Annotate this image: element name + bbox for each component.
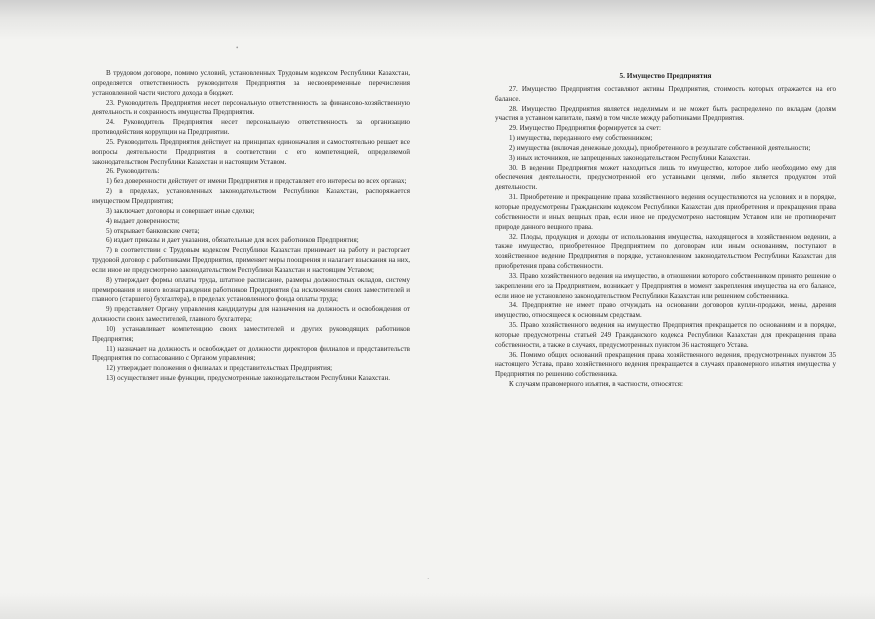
paragraph: 23. Руководитель Предприятия несет персональную ответственность за финансово-хозяйственную деятельность и сохранность имущества Предприятия. xyxy=(92,98,410,117)
list-item: 2) имущества (включая денежные доходы), приобретенного в результате собственной деятельности; xyxy=(509,143,811,152)
list-item: 4) выдает доверенности; xyxy=(106,216,180,225)
list-item: 1) имущества, переданного ему собственником; xyxy=(509,134,653,143)
list-item: 13) осуществляет иные функции, предусмотренные законодательством Республики Казахстан. xyxy=(106,374,391,383)
paragraph: 32. Плоды, продукция и доходы от использования имущества, находящегося в хозяйственном ведении, а также имущество, приобретенное Предприятием по договорам или иным основаниям, поступают в хозяйственное ведение Предприятия в порядке, установленном законодательством Республики Казахстан для приобретения права собственности. xyxy=(495,232,836,271)
list-item: 6) издает приказы и дает указания, обязательные для всех работников Предприятия; xyxy=(106,236,359,245)
list-item: 10) устанавливает компетенцию своих заместителей и других руководящих работников Предприятия; xyxy=(92,324,410,343)
paragraph: 34. Предприятие не имеет право отчуждать на основании договоров купли-продажи, мены, дарения имущество, относящееся к основным средствам. xyxy=(495,301,836,320)
paragraph: 28. Имущество Предприятия является неделимым и не может быть распределено по вкладам (долям участия в уставном капитале, паям) в том числе между работниками Предприятия. xyxy=(495,104,836,123)
list-item: 5) открывает банковские счета; xyxy=(106,226,200,235)
scan-edge-shadow xyxy=(0,0,875,40)
list-item: 9) представляет Органу управления кандидатуры для назначения на должность и освобождения от должности своих заместителей, главного бухгалтера; xyxy=(92,305,410,324)
paragraph: 31. Приобретение и прекращение права хозяйственного ведения осуществляются на условиях и в порядке, которые предусмотрены Гражданским кодексом Республики Казахстан для приобретения и прекращения права собственности и иных вещных прав, если иное не предусмотрено настоящим Уставом или не противоречит природе данного вещного права. xyxy=(495,193,836,231)
list-item: 11) назначает на должность и освобождает от должности директоров филиалов и представительств Предприятия по согласованию с Органом управления; xyxy=(92,344,410,363)
paragraph: 24. Руководитель Предприятия несет персональную ответственность за организацию противодействия коррупции на Предприятии. xyxy=(92,118,410,137)
paragraph: К случаям правомерного изъятия, в частности, относятся: xyxy=(509,380,683,389)
scan-speck: · xyxy=(427,575,430,583)
section-heading: 5. Имущество Предприятия xyxy=(619,71,712,80)
paragraph: В трудовом договоре, помимо условий, установленных Трудовым кодексом Республики Казахстан, определяется ответственность руководителя Предприятия за несвоевременные перечисления установленной части чистого дохода в бюджет. xyxy=(92,69,410,97)
list-item: 1) без доверенности действует от имени Предприятия и представляет его интересы во всех органах; xyxy=(106,177,407,186)
list-item: 3) иных источников, не запрещенных законодательством Республики Казахстан. xyxy=(509,153,751,162)
paragraph: 33. Право хозяйственного ведения на имущество, в отношении которого собственником принято решение о закреплении его за Предприятием, возникает у Предприятия в момент закрепления имущества на его балансе, если иное не установлено законодательством Республики Казахстан или решением собственника. xyxy=(495,271,836,300)
paragraph: 30. В ведении Предприятия может находиться лишь то имущество, которое либо необходимо ему для обеспечения деятельности, предусмотренной его уставными целями, либо является продуктом этой деятельности. xyxy=(495,163,836,192)
paragraph: 25. Руководитель Предприятия действует на принципах единоначалия и самостоятельно решает все вопросы деятельности Предприятия в соответствии с его компетенцией, определяемой законодательством Республики Казахстан и настоящим Уставом. xyxy=(92,137,410,166)
scan-bottom-shadow xyxy=(0,593,875,619)
list-item: 12) утверждает положения о филиалах и представительствах Предприятия; xyxy=(106,364,333,373)
paragraph: 35. Право хозяйственного ведения на имущество Предприятия прекращается по основаниям и в порядке, которые предусмотрены статьей 249 Гражданского кодекса Республики Казахстан для прекращения права собственности, а также в случаях, предусмотренных пунктом 36 настоящего Устава. xyxy=(495,321,836,349)
left-page-text xyxy=(92,69,410,384)
list-item: 7) в соответствии с Трудовым кодексом Республики Казахстан принимает на работу и расторгает трудовой договор с работниками Предприятия, применяет меры поощрения и налагает взыскания на них, если иное не предусмотрено законодательством Республики Казахстан и настоящим Уставом; xyxy=(92,246,410,274)
paragraph: 29. Имущество Предприятия формируется за счет: xyxy=(509,124,661,133)
list-item: 3) заключает договоры и совершает иные сделки; xyxy=(106,206,255,215)
scan-speck: • xyxy=(236,44,239,52)
paragraph: 36. Помимо общих оснований прекращения права хозяйственного ведения, предусмотренных пунктом 35 настоящего Устава, право хозяйственного ведения прекращается в случаях правомерного изъятия имущества у Предприятия по решению собственника. xyxy=(495,350,836,379)
list-item: 8) утверждает формы оплаты труда, штатное расписание, размеры должностных окладов, систему премирования и иного вознаграждения работников Предприятия (за исключением своих заместителей и главного (старшего) бухгалтера), в пределах установленного фонда оплаты труда; xyxy=(92,275,410,304)
paragraph: 26. Руководитель: xyxy=(106,167,160,176)
right-page-text xyxy=(495,71,836,390)
paragraph: 27. Имущество Предприятия составляют активы Предприятия, стоимость которых отражается на его балансе. xyxy=(495,84,836,103)
list-item: 2) в пределах, установленных законодательством Республики Казахстан, распоряжается имуществом Предприятия; xyxy=(92,187,410,205)
